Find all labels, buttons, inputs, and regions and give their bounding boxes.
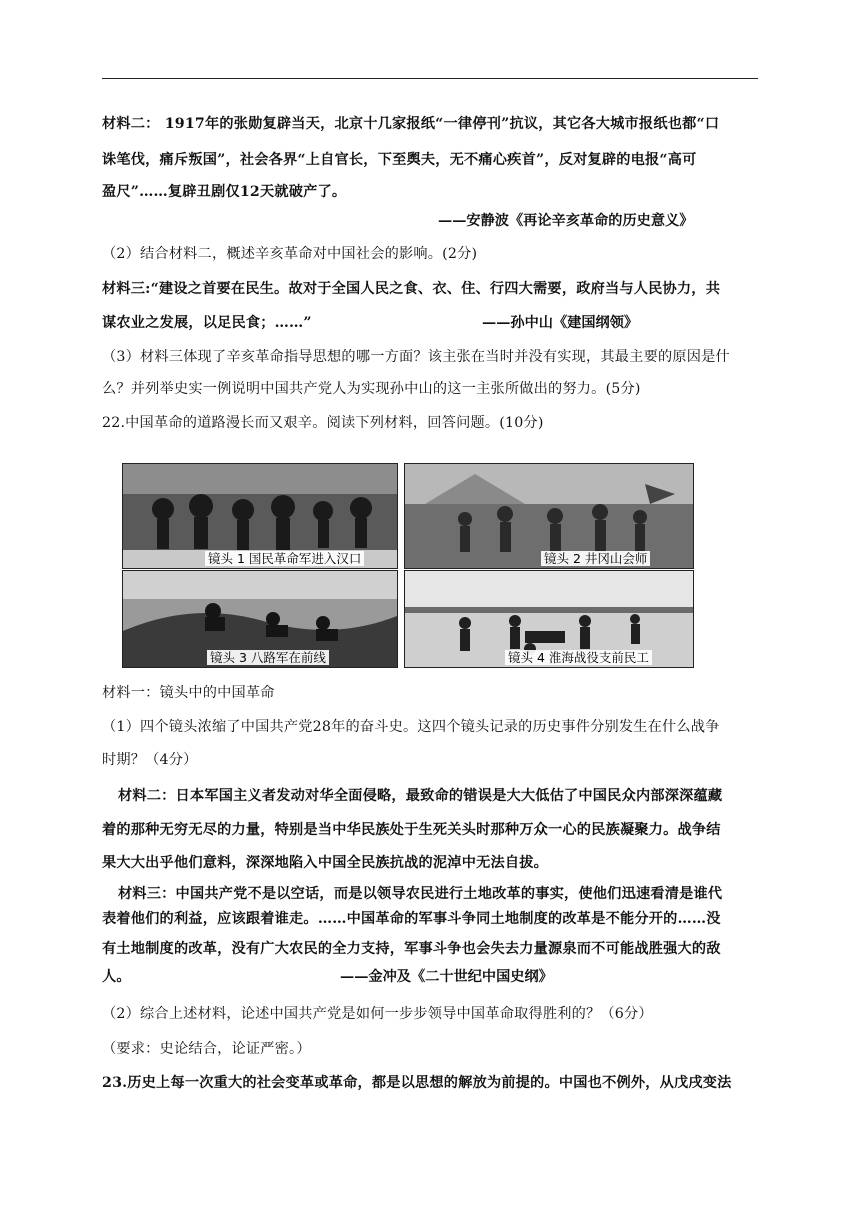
question-22-heading: 22.中国革命的道路漫长而又艰辛。阅读下列材料，回答问题。(10分) [102,415,544,431]
photo-3-caption: 镜头 3 八路军在前线 [207,650,329,665]
material-2-line-2: 诛笔伐，痛斥叛国”，社会各界“上自官长，下至舆夫，无不痛心疾首”，反对复辟的电报“高可 [102,152,697,168]
photo-2 [404,463,694,569]
question-2: （2）结合材料二，概述辛亥革命对中国社会的影响。(2分) [102,246,478,262]
question-1-line-1: （1）四个镜头浓缩了中国共产党28年的奋斗史。这四个镜头记录的历史事件分别发生在什么战争 [102,719,720,735]
material-3-citation: ——孙中山《建国纲领》 [482,315,639,331]
photo-4-caption: 镜头 4 淮海战役支前民工 [505,650,652,665]
material-b3-line-1: 材料三：中国共产党不是以空话，而是以领导农民进行土地改革的事实，使他们迅速看清是谁代 [118,886,723,902]
material-2-line-1: 材料二： 1917年的张勋复辟当天，北京十几家报纸“一律停刊”抗议，其它各大城市报纸也都“口 [102,116,720,132]
material-2-citation: ——安静波《再论辛亥革命的历史意义》 [438,213,694,229]
material-b3-line-3: 有土地制度的改革，没有广大农民的全力支持，军事斗争也会失去力量源泉而不可能战胜强大的敌 [102,941,721,957]
photo-3 [122,570,398,668]
material-3-line-1: 材料三:“建设之首要在民生。故对于全国人民之食、衣、住、行四大需要，政府当与人民协力，共 [102,281,721,297]
material-2-line-3: 盈尺”……复辟丑剧仅12天就破产了。 [102,184,347,200]
material-1-title: 材料一：镜头中的中国革命 [102,685,275,701]
material-b2-line-2: 着的那种无穷无尽的力量，特别是当中华民族处于生死关头时那种万众一心的民族凝聚力。战争结 [102,822,721,838]
material-b2-line-1: 材料二：日本军国主义者发动对华全面侵略，最致命的错误是大大低估了中国民众内部深深蕴藏 [118,788,723,804]
material-b3-line-2: 表着他们的利益，应该跟着谁走。……中国革命的军事斗争同土地制度的改革是不能分开的……没 [102,911,721,927]
photo-4 [404,570,694,668]
material-b3-citation: ——金冲及《二十世纪中国史纲》 [340,969,553,985]
question-1-line-2: 时期？（4分） [102,752,198,768]
question-23: 23.历史上每一次重大的社会变革或革命，都是以思想的解放为前提的。中国也不例外，从戊戌变法 [102,1075,732,1091]
question-3-line-2: 么？并列举史实一例说明中国共产党人为实现孙中山的这一主张所做出的努力。(5分) [102,381,641,397]
photo-1 [122,463,398,569]
question-2b: （2）综合上述材料，论述中国共产党是如何一步步领导中国革命取得胜利的？（6分） [102,1006,653,1022]
photo-1-caption: 镜头 1 国民革命军进入汉口 [205,551,364,566]
requirement-note: （要求：史论结合，论证严密。） [102,1041,311,1057]
material-b2-line-3: 果大大出乎他们意料，深深地陷入中国全民族抗战的泥淖中无法自拔。 [102,855,549,871]
material-b3-line-4: 人。 [102,969,131,985]
photo-2-caption: 镜头 2 井冈山会师 [541,551,650,566]
header-rule [102,78,758,79]
question-3-line-1: （3）材料三体现了辛亥革命指导思想的哪一方面？该主张在当时并没有实现，其最主要的原因是什 [102,349,730,365]
material-3-line-2: 谋农业之发展，以足民食；……” [102,315,312,331]
